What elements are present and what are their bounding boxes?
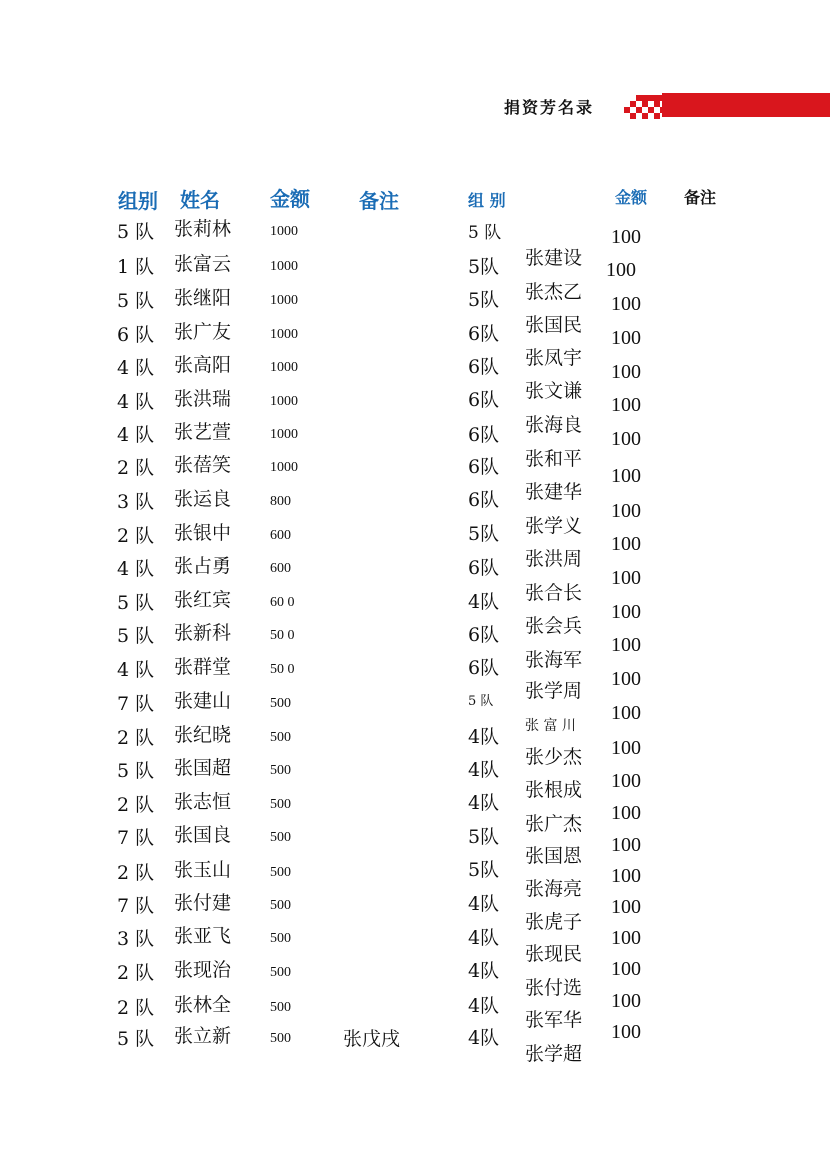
row-amount: 1000 [270, 360, 298, 375]
row-amount: 50 0 [270, 628, 295, 643]
right-row-amount: 100 [611, 802, 641, 824]
row-amount: 500 [270, 965, 291, 980]
row-group: 5 队 [117, 290, 155, 312]
right-row-amount: 100 [611, 834, 641, 856]
row-name: 张红宾 [174, 589, 232, 611]
right-row-group: 6队 [468, 323, 500, 345]
right-row-group: 4队 [468, 995, 500, 1017]
row-amount: 500 [270, 763, 291, 778]
row-name: 张志恒 [174, 791, 232, 813]
row-note: 张戊戌 [343, 1028, 401, 1050]
row-name: 张莉林 [174, 218, 232, 240]
row-group: 2 队 [117, 727, 155, 749]
row-name: 张艺萱 [174, 421, 232, 443]
right-row-group: 4队 [468, 759, 500, 781]
right-row-amount: 100 [611, 428, 641, 450]
row-name: 张林全 [174, 994, 232, 1016]
row-group: 5 队 [117, 760, 155, 782]
right-row-group: 5队 [468, 289, 500, 311]
row-name: 张国超 [174, 757, 232, 779]
row-name: 张国良 [174, 824, 232, 846]
row-name: 张蓓笑 [174, 454, 232, 476]
row-group: 5 队 [117, 625, 155, 647]
row-name: 张银中 [174, 522, 232, 544]
right-row-name: 张学义 [525, 515, 583, 537]
row-name: 张继阳 [174, 287, 232, 309]
left-header-group: 组别 [118, 189, 158, 213]
row-name: 张付建 [174, 892, 232, 914]
row-amount: 1000 [270, 394, 298, 409]
row-name: 张运良 [174, 488, 232, 510]
row-amount: 60 0 [270, 595, 295, 610]
row-amount: 500 [270, 865, 291, 880]
right-row-amount: 100 [611, 865, 641, 887]
right-row-group: 4队 [468, 792, 500, 814]
right-row-name: 张国恩 [525, 845, 583, 867]
row-amount: 500 [270, 797, 291, 812]
right-row-group: 6队 [468, 657, 500, 679]
right-row-name: 张建华 [525, 481, 583, 503]
right-row-name: 张杰乙 [525, 281, 583, 303]
right-row-amount: 100 [611, 394, 641, 416]
right-row-amount: 100 [611, 327, 641, 349]
right-row-name: 张学超 [525, 1043, 583, 1065]
right-row-name: 张海良 [525, 414, 583, 436]
right-row-group: 6队 [468, 389, 500, 411]
row-group: 4 队 [117, 558, 155, 580]
right-row-name: 张和平 [525, 448, 583, 470]
right-row-group: 6队 [468, 424, 500, 446]
row-name: 张广友 [174, 321, 232, 343]
right-row-amount: 100 [611, 500, 641, 522]
right-row-name: 张文谦 [525, 380, 583, 402]
checker-square [642, 113, 648, 119]
right-row-group: 5队 [468, 826, 500, 848]
right-row-name: 张根成 [525, 779, 583, 801]
right-row-name: 张凤宇 [525, 347, 583, 369]
row-name: 张纪晓 [174, 724, 232, 746]
row-amount: 500 [270, 730, 291, 745]
row-amount: 500 [270, 1031, 291, 1046]
row-name: 张现治 [174, 959, 232, 981]
right-row-amount: 100 [611, 990, 641, 1012]
right-header-amount: 金额 [615, 188, 648, 207]
right-row-amount: 100 [611, 770, 641, 792]
right-row-name: 张国民 [525, 314, 583, 336]
right-row-amount: 100 [611, 737, 641, 759]
row-group: 4 队 [117, 659, 155, 681]
right-row-group: 4队 [468, 591, 500, 613]
right-row-name: 张会兵 [525, 615, 583, 637]
right-row-name: 张海亮 [525, 878, 583, 900]
right-row-amount: 100 [611, 465, 641, 487]
right-row-name: 张付选 [525, 977, 583, 999]
right-row-name: 张合长 [525, 582, 583, 604]
right-row-amount: 100 [611, 567, 641, 589]
row-group: 1 队 [117, 256, 155, 278]
row-name: 张群堂 [174, 656, 232, 678]
row-amount: 600 [270, 528, 291, 543]
row-group: 5 队 [117, 1028, 155, 1050]
right-row-name: 张学周 [525, 680, 583, 702]
row-group: 2 队 [117, 457, 155, 479]
right-row-name: 张虎子 [525, 911, 583, 933]
row-name: 张占勇 [174, 555, 232, 577]
row-name: 张新科 [174, 622, 232, 644]
right-row-amount: 100 [606, 259, 636, 281]
right-row-group: 4队 [468, 960, 500, 982]
row-amount: 1000 [270, 427, 298, 442]
right-header-note: 备注 [684, 188, 717, 207]
row-name: 张立新 [174, 1025, 232, 1047]
right-row-group: 5队 [468, 256, 500, 278]
row-group: 4 队 [117, 424, 155, 446]
right-row-group: 6队 [468, 456, 500, 478]
right-row-name: 张建设 [525, 247, 583, 269]
checker-square [642, 95, 648, 101]
row-group: 5 队 [117, 221, 155, 243]
row-amount: 1000 [270, 327, 298, 342]
row-group: 7 队 [117, 827, 155, 849]
right-row-amount: 100 [611, 634, 641, 656]
row-name: 张洪瑞 [174, 388, 232, 410]
row-group: 4 队 [117, 391, 155, 413]
row-amount: 500 [270, 830, 291, 845]
red-banner-bar [662, 93, 830, 117]
right-row-amount: 100 [611, 702, 641, 724]
row-group: 3 队 [117, 491, 155, 513]
right-row-name: 张广杰 [525, 813, 583, 835]
right-row-group: 5 队 [468, 223, 502, 243]
row-amount: 1000 [270, 259, 298, 274]
right-row-name: 张现民 [525, 943, 583, 965]
right-row-amount: 100 [611, 927, 641, 949]
right-row-amount: 100 [611, 958, 641, 980]
row-amount: 500 [270, 898, 291, 913]
right-row-group: 5队 [468, 859, 500, 881]
row-group: 2 队 [117, 525, 155, 547]
right-row-group: 4队 [468, 927, 500, 949]
right-row-amount: 100 [611, 293, 641, 315]
row-amount: 1000 [270, 224, 298, 239]
right-row-group: 4队 [468, 726, 500, 748]
right-row-group: 4队 [468, 1027, 500, 1049]
right-row-amount: 100 [611, 1021, 641, 1043]
row-group: 2 队 [117, 862, 155, 884]
row-group: 4 队 [117, 357, 155, 379]
row-name: 张亚飞 [174, 925, 232, 947]
row-group: 2 队 [117, 962, 155, 984]
row-name: 张玉山 [174, 859, 232, 881]
row-group: 7 队 [117, 895, 155, 917]
right-row-amount: 100 [611, 361, 641, 383]
row-group: 2 队 [117, 997, 155, 1019]
right-row-group: 4队 [468, 893, 500, 915]
row-amount: 500 [270, 696, 291, 711]
row-name: 张建山 [174, 690, 232, 712]
row-name: 张高阳 [174, 354, 232, 376]
left-header-note: 备注 [359, 189, 399, 213]
right-row-name: 张少杰 [525, 746, 583, 768]
right-row-amount: 100 [611, 896, 641, 918]
checker-square [654, 95, 660, 101]
page-title: 捐资芳名录 [504, 98, 595, 117]
row-amount: 800 [270, 494, 291, 509]
row-group: 7 队 [117, 693, 155, 715]
right-row-group: 6队 [468, 489, 500, 511]
row-amount: 600 [270, 561, 291, 576]
row-group: 5 队 [117, 592, 155, 614]
right-row-group: 5队 [468, 523, 500, 545]
row-name: 张富云 [174, 253, 232, 275]
right-row-amount: 100 [611, 668, 641, 690]
right-row-group: 6队 [468, 624, 500, 646]
right-row-group: 5 队 [468, 694, 494, 709]
right-header-group: 组 别 [468, 191, 506, 210]
left-header-amount: 金额 [270, 187, 310, 211]
row-group: 2 队 [117, 794, 155, 816]
row-group: 6 队 [117, 324, 155, 346]
left-header-name: 姓名 [180, 188, 220, 212]
row-amount: 50 0 [270, 662, 295, 677]
right-row-group: 6队 [468, 356, 500, 378]
checker-square [630, 113, 636, 119]
row-amount: 1000 [270, 293, 298, 308]
right-row-group: 6队 [468, 557, 500, 579]
right-row-name: 张军华 [525, 1009, 583, 1031]
right-row-name: 张洪周 [525, 548, 583, 570]
row-amount: 500 [270, 931, 291, 946]
right-row-name: 张海军 [525, 649, 583, 671]
row-group: 3 队 [117, 928, 155, 950]
checker-square [654, 113, 660, 119]
right-row-amount: 100 [611, 226, 641, 248]
right-row-amount: 100 [611, 601, 641, 623]
right-row-name: 张 富 川 [525, 718, 576, 734]
row-amount: 500 [270, 1000, 291, 1015]
row-amount: 1000 [270, 460, 298, 475]
right-row-amount: 100 [611, 533, 641, 555]
